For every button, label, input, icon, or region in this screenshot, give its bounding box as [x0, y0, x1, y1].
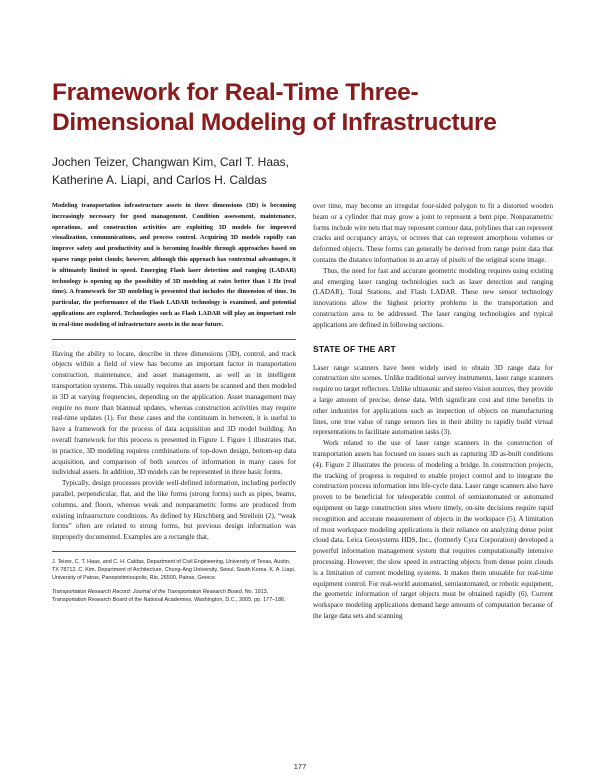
footnote-divider: [52, 551, 296, 552]
body-paragraph: Typically, design processes provide well-defined information, including perfectly parallel, perpendicular, flat, and the like forms (strong forms) such as pipes, beams, columns, and floors, whereas weak and nonparametric forms are produced from existing infrastructure conditions. As defined by Hirschberg and Streilein (2), “weak forms” often are related to strong forms, but previous design information was improperly documented. Examples are a rectangle that,: [52, 479, 296, 542]
page-number: 177: [293, 762, 307, 771]
left-column: [52, 201, 296, 604]
body-paragraph: over time, may become an irregular four-sided polygon to fit a distorted wooden beam or a cylinder that may grow a joint to represent a bent pipe. Nonparametric forms include wire nets that may represent contour data, polylines that can represent cracks and occupancy arrays, or octrees that can represent amorphous volumes or deformed objects. These forms can generally be derived from range point data that contains the distance information in an array of pixels of the original scene image.: [313, 202, 553, 264]
author-list: Jochen Teizer, Changwan Kim, Carl T. Haas, Katherine A. Liapi, and Carlos H. Caldas: [52, 155, 290, 187]
journal-name: Transportation Research Record: Journal of the Transportation Research Board,: [52, 588, 244, 595]
body-paragraph: Laser range scanners have been widely used to obtain 3D range data for construction site scenes. Unlike traditional survey instruments, laser range scanners require no target reflectors. Unlike ultrasonic and stereo vision sources, they provide a large amount of precise, dense data. With significant cost and time benefits in other industries for applications such as inspection of objects on manufacturing lines, one true value of range sensors lies in their ability to rapidly build virtual representations to facilitate automation tasks (3).: [313, 363, 553, 437]
journal-issue-details: No. 1913, Transportation Research Board of the National Academies, Washington, D.C., 2005, pp. 177–186.: [52, 588, 286, 603]
body-paragraph: Work related to the use of laser range scanners in the construction of transportation assets has focused on issues such as capturing 3D as-built conditions (4). Figure 2 illustrates the process of modeling a bridge. In construction projects, the tracking of progress is required to enable project control and to integrate the construction process information into life-cycle data. Laser range scanners also have proven to be beneficial for teleoperable control of semiautomated or automated equipment on large construction sites where timely, on-site decisions require rapid recognition and accurate measurement of objects in the workspace (5). A limitation of most workspace modeling applications is their reliance on analyzing dense point cloud data. Leica Geosystems HDS, Inc., (formerly Cyra Corporation) developed a powerful information management system that requires computationally intensive processing. However, the slow speed in extracting objects from dense point clouds is a limitation of current modeling systems. It makes them unusable for real-time equipment control. For real-world automated, semiautomated, or robotic equipment, the geometric information of target objects must be obtained rapidly (6). Current workspace modeling applications demand large amounts of computation because of the large data sets and scanning: [313, 439, 553, 620]
body-paragraph: Thus, the need for fast and accurate geometric modeling requires using existing and emerging laser ranging technologies such as laser detection and ranging (LADAR), Total Stations, and Flash LADAR. These new sensor technology innovations allow the highest priority problems in the transportation and construction area to be addressed. The laser ranging technologies and typical applications are defined in following sections.: [313, 266, 553, 329]
right-column: [313, 201, 553, 622]
section-heading-state-of-the-art: STATE OF THE ART: [313, 343, 396, 354]
abstract: Modeling transportation infrastructure assets in three dimensions (3D) is becoming increasingly necessary for good management. Condition assessment, maintenance, operations, and construction activities are exploiting 3D models for improved visualization, communications, and process control. Acquiring 3D models rapidly can improve safety and productivity and is becoming feasible through approaches based on sparse range point clouds; however, although this approach has contextual advantages, it is ultimately limited in speed. Emerging Flash laser detection and ranging (LADAR) technology is opening up the possibility of 3D modeling at rates better than 1 Hz (real time). A framework for 3D modeling is presented that includes the dimension of time. In particular, the performance of the Flash LADAR technology is examined, and potential applications are explored. Technologies such as Flash LADAR will play an important role in real-time modeling of infrastructure assets in the near future.: [52, 202, 296, 328]
author-affiliations-footnote: J. Teizer, C. T. Haas, and C. H. Caldas, Department of Civil Engineering, University of Texas, Austin, TX 78712. C. Kim, Department of Architecture, Chung-Ang University, Seoul, South Korea. K. A. Liapi, University of Patras, Panepistimioupolis, Rio, 26500, Patras, Greece.: [52, 558, 296, 582]
journal-citation-footnote: [52, 588, 296, 604]
body-paragraph: Having the ability to locate, describe in three dimensions (3D), control, and track objects within a field of view has become an important factor in transportation construction, maintenance, and asset management, as well as in intelligent transportation systems. This usually requires that assets be scanned and then modeled in 3D at varying frequencies, depending on the application. Asset management may require no more than biannual updates, whereas construction activities may require real-time updates (1). For these cases and the continuum in between, it is useful to have a framework for the process of data acquisition and 3D model building. An overall framework for this process is presented in Figure 1. Figure 1 illustrates that, in practice, 3D modeling requires combinations of top-down design, bottom-up data acquisition, and comparison of both sources of information in many cases for individual assets. In addition, 3D models can be represented in three basic forms.: [52, 349, 296, 477]
paper-title: Framework for Real-Time Three-Dimensional Modeling of Infrastructure: [52, 79, 497, 136]
